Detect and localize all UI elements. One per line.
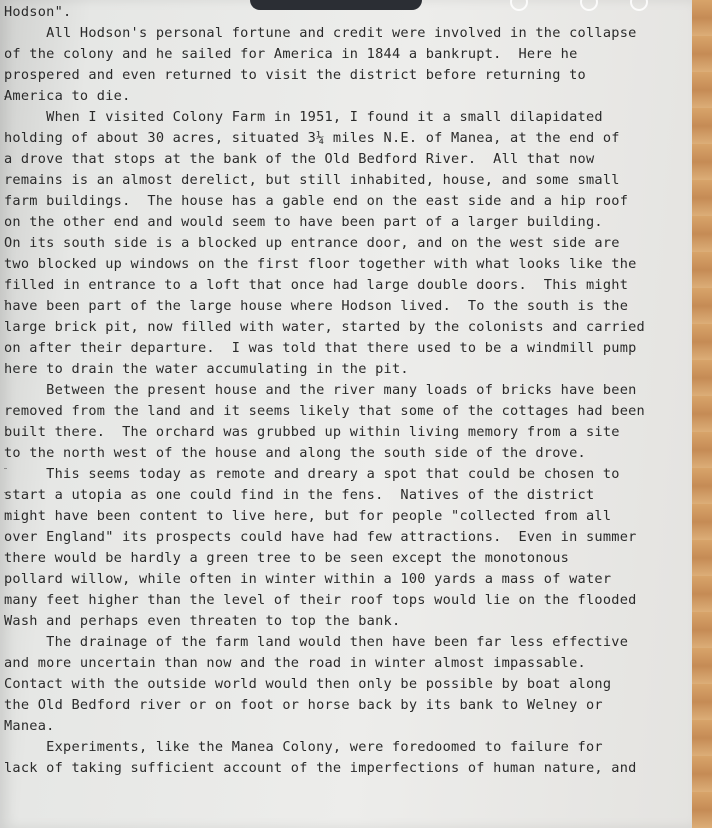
text-line: pollard willow, while often in winter within a 100 yards a mass of water (4, 571, 612, 587)
document-body (4, 2, 684, 779)
text-line: over England" its prospects could have had few attractions. Even in summer (4, 529, 637, 545)
text-line: many feet higher than the level of their roof tops would lie on the flooded (4, 592, 637, 608)
text-line: there would be hardly a green tree to be seen except the monotonous (4, 550, 570, 566)
text-line: On its south side is a blocked up entrance door, and on the west side are (4, 235, 620, 251)
text-line: built there. The orchard was grubbed up within living memory from a site (4, 424, 620, 440)
text-line: two blocked up windows on the first floor together with what looks like the (4, 256, 637, 272)
text-line: on the other end and would seem to have been part of a larger building. (4, 214, 603, 230)
text-line: Contact with the outside world would then only be possible by boat along (4, 676, 612, 692)
text-line: Experiments, like the Manea Colony, were foredoomed to failure for (4, 739, 603, 755)
camera-notch (250, 0, 422, 10)
text-line: prospered and even returned to visit the district before returning to (4, 67, 586, 83)
text-line: removed from the land and it seems likely that some of the cottages had been (4, 403, 645, 419)
text-line: here to drain the water accumulating in the pit. (4, 361, 409, 377)
text-line: America to die. (4, 88, 131, 104)
text-line: When I visited Colony Farm in 1951, I found it a small dilapidated (4, 109, 603, 125)
text-line: farm buildings. The house has a gable end on the east side and a hip roof (4, 193, 629, 209)
text-line: filled in entrance to a loft that once had large double doors. This might (4, 277, 629, 293)
text-line: the Old Bedford river or on foot or horse back by its bank to Welney or (4, 697, 603, 713)
text-line: to the north west of the house and along the south side of the drove. (4, 445, 586, 461)
text-line: Hodson". (4, 4, 72, 20)
text-line: of the colony and he sailed for America in 1844 a bankrupt. Here he (4, 46, 578, 62)
text-line: This seems today as remote and dreary a spot that could be chosen to (4, 466, 620, 482)
text-line: on after their departure. I was told that there used to be a windmill pump (4, 340, 637, 356)
text-line: The drainage of the farm land would then have been far less effective (4, 634, 629, 650)
text-line: large brick pit, now filled with water, started by the colonists and carried (4, 319, 645, 335)
text-line: have been part of the large house where Hodson lived. To the south is the (4, 298, 629, 314)
text-line: Wash and perhaps even threaten to top the bank. (4, 613, 401, 629)
text-line: a drove that stops at the bank of the Old Bedford River. All that now (4, 151, 595, 167)
desk-surface (692, 0, 712, 828)
text-line: might have been content to live here, but for people "collected from all (4, 508, 612, 524)
text-line: remains is an almost derelict, but still inhabited, house, and some small (4, 172, 620, 188)
text-line: All Hodson's personal fortune and credit were involved in the collapse (4, 25, 637, 41)
viewer-toolbar (490, 0, 670, 8)
text-line: holding of about 30 acres, situated 3¼ miles N.E. of Manea, at the end of (4, 130, 620, 146)
text-line: Between the present house and the river many loads of bricks have been (4, 382, 637, 398)
text-line: lack of taking sufficient account of the imperfections of human nature, and (4, 760, 637, 776)
text-line: start a utopia as one could find in the fens. Natives of the district (4, 487, 595, 503)
text-line: and more uncertain than now and the road in winter almost impassable. (4, 655, 586, 671)
text-line: Manea. (4, 718, 55, 734)
